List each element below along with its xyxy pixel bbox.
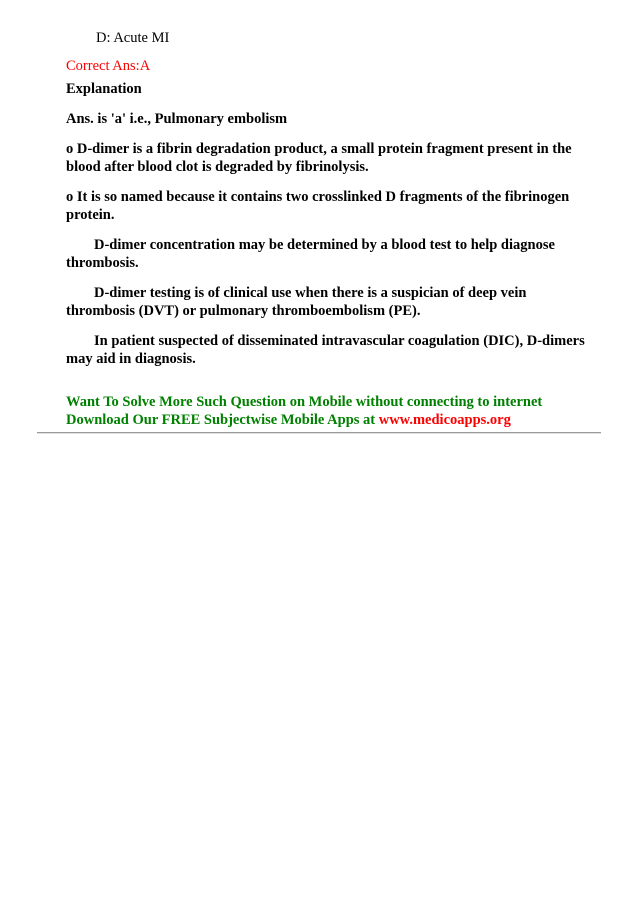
- explanation-paragraph: o D-dimer is a fibrin degradation product, a small protein fragment present in the blood after blood clot is degraded by fibrinolysis.: [66, 141, 572, 175]
- promo-line-2: [66, 411, 606, 429]
- explanation-paragraph: In patient suspected of disseminated intravascular coagulation (DIC), D-dimers may aid in diagnosis.: [66, 333, 585, 367]
- option-d: D: Acute MI: [96, 30, 170, 46]
- explanation-paragraph: Ans. is 'a' i.e., Pulmonary embolism: [66, 111, 288, 127]
- promo-link[interactable]: www.medicoapps.org: [378, 412, 511, 428]
- promo-line-1: Want To Solve More Such Question on Mobile without connecting to internet: [66, 394, 543, 410]
- horizontal-rule: [37, 432, 601, 434]
- explanation-paragraph: D-dimer testing is of clinical use when there is a suspician of deep vein thrombosis (DVT) or pulmonary thromboembolism (PE).: [66, 285, 527, 319]
- explanation-title: Explanation: [66, 81, 142, 97]
- explanation-body: [66, 110, 586, 380]
- promo-line-2-text: Download Our FREE Subjectwise Mobile Apps at: [66, 412, 379, 428]
- explanation-paragraph: D-dimer concentration may be determined by a blood test to help diagnose thrombosis.: [66, 237, 555, 271]
- promo-block: [66, 393, 606, 429]
- explanation-paragraph: o It is so named because it contains two crosslinked D fragments of the fibrinogen protein.: [66, 189, 570, 223]
- correct-answer: Correct Ans:A: [66, 58, 151, 74]
